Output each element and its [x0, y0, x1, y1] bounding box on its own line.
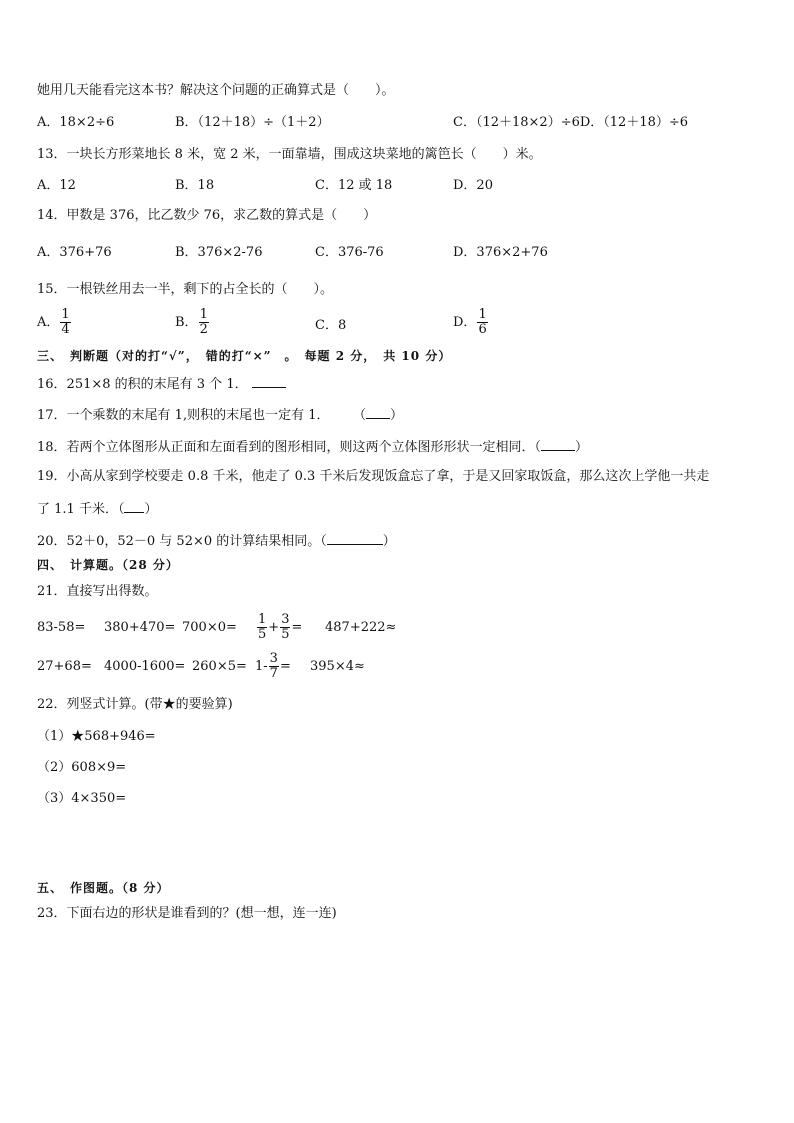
fraction-numerator: 1: [478, 307, 487, 322]
q21-r1-item-3: 700×0=: [182, 620, 237, 635]
q12-option-a: A．18×2÷6: [37, 115, 115, 130]
q18-text: 18．若两个立体图形从正面和左面看到的图形相同，则这两个立体图形形状一定相同．（: [37, 440, 542, 455]
q15-option-a: [37, 308, 72, 338]
fraction-numerator: 3: [269, 651, 278, 666]
q21-r2-item-1: 27+68=: [37, 659, 92, 674]
section-3-title: 三、 判断题（对的打“√”， 错的打“×” 。 每题 2 分， 共 10 分）: [37, 349, 452, 363]
q15-stem: 15．一根铁丝用去一半，剩下的占全长的（ ）。: [37, 282, 334, 297]
q22-item-2: （2）608×9=: [37, 760, 127, 775]
answer-blank[interactable]: [541, 438, 575, 451]
q20: [37, 532, 396, 550]
q17-paren-open: （: [359, 408, 366, 423]
fraction-denominator: 2: [199, 322, 208, 337]
section-4-title: 四、 计算题。（28 分）: [37, 558, 179, 572]
q12-option-d: D．（12＋18）÷6: [579, 115, 689, 130]
q21-r2-item-5: 395×4≈: [310, 659, 365, 674]
q21-r1-item-5: 487+222≈: [325, 620, 397, 635]
q12-option-c-d: [453, 115, 688, 131]
q21-r2-item-2: 4000-1600=: [104, 659, 186, 674]
fraction-denominator: 4: [61, 322, 70, 337]
fraction: [269, 652, 279, 681]
q15-option-b-label: B．: [175, 315, 198, 330]
answer-blank[interactable]: [366, 406, 390, 419]
q20-text: 20．52＋0，52－0 与 52×0 的计算结果相同。（: [37, 534, 327, 549]
answer-blank[interactable]: [327, 532, 383, 545]
fraction: [257, 613, 267, 642]
q19-text: 了 1.1 千米．（: [37, 502, 125, 517]
q17-text: 17．一个乘数的末尾有 1,则积的末尾也一定有 1．: [37, 408, 330, 423]
q15-option-a-fraction: [60, 308, 70, 337]
q19-line-1: 19．小高从家到学校要走 0.8 千米，他走了 0.3 千米后发现饭盒忘了拿，于是又回家取饭盒，那么这次上学他一共走: [37, 469, 710, 484]
q20-paren-close: ）: [382, 534, 396, 549]
q15-option-d-fraction: [477, 308, 487, 337]
equals-sign: =: [279, 659, 291, 674]
q17: [37, 406, 403, 424]
q14-option-a: A．376+76: [37, 245, 112, 260]
q17-paren-close: ）: [390, 408, 404, 423]
fraction-numerator: 1: [61, 307, 70, 322]
fraction-denominator: 7: [269, 666, 278, 681]
q13-stem: 13．一块长方形菜地长 8 米，宽 2 米，一面靠墙，围成这块菜地的篱笆长（ ）米。: [37, 147, 542, 162]
q18-paren-close: ）: [575, 440, 589, 455]
q21-stem: 21．直接写出得数。: [37, 584, 158, 599]
q21-r1-item-2: 380+470=: [104, 620, 176, 635]
q22-stem: 22．列竖式计算。(带★的要验算): [37, 697, 233, 712]
q21-r1-item-4: [256, 606, 302, 650]
q13-option-b: B．18: [175, 178, 215, 193]
fraction-numerator: 1: [258, 612, 267, 627]
q22-item-3: （3）4×350=: [37, 791, 127, 806]
section-5-title: 五、 作图题。（8 分）: [37, 881, 170, 895]
q13-option-d: D．20: [453, 178, 493, 193]
plus-sign: +: [268, 620, 280, 635]
q15-option-d: [453, 308, 489, 338]
q14-stem: 14．甲数是 376，比乙数少 76，求乙数的算式是（ ）: [37, 208, 377, 223]
fraction-numerator: 3: [281, 612, 290, 627]
q22-item-1: （1）★568+946=: [37, 729, 156, 744]
answer-blank[interactable]: [252, 375, 286, 388]
q15-option-b-fraction: [199, 308, 209, 337]
fraction-denominator: 5: [281, 627, 290, 642]
q14-option-d: D．376×2+76: [453, 245, 548, 260]
one-minus: 1-: [255, 659, 268, 674]
fraction-numerator: 1: [199, 307, 208, 322]
answer-blank[interactable]: [124, 500, 144, 513]
q23-stem: 23．下面右边的形状是谁看到的？(想一想，连一连): [37, 906, 337, 921]
q15-option-b: [175, 308, 210, 338]
q15-option-c: C．8: [315, 318, 347, 333]
q13-option-a: A．12: [37, 178, 76, 193]
q16-text: 16．251×8 的积的末尾有 3 个 1．: [37, 377, 248, 392]
q13-option-c: C．12 或 18: [315, 178, 393, 193]
q21-r2-item-4: [255, 645, 291, 689]
q15-option-d-label: D．: [453, 315, 477, 330]
fraction-denominator: 5: [258, 627, 267, 642]
q12-option-c: C．（12＋18×2）÷6: [453, 115, 580, 130]
q12-stem: 她用几天能看完这本书？解决这个问题的正确算式是（ ）。: [37, 83, 395, 98]
equals-sign: =: [291, 620, 303, 635]
q19-paren-close: ）: [144, 502, 158, 517]
q16: [37, 375, 286, 393]
q21-r2-item-3: 260×5=: [192, 659, 247, 674]
fraction-denominator: 6: [478, 322, 487, 337]
q14-option-b: B．376×2-76: [175, 245, 263, 260]
q15-option-a-label: A．: [37, 315, 60, 330]
q12-option-b: B．（12＋18）÷（1＋2）: [175, 115, 330, 130]
q14-option-c: C．376-76: [315, 245, 384, 260]
q21-r1-item-1: 83-58=: [37, 620, 86, 635]
q19-line-2: [37, 500, 157, 518]
q18: [37, 438, 588, 456]
fraction: [280, 613, 290, 642]
